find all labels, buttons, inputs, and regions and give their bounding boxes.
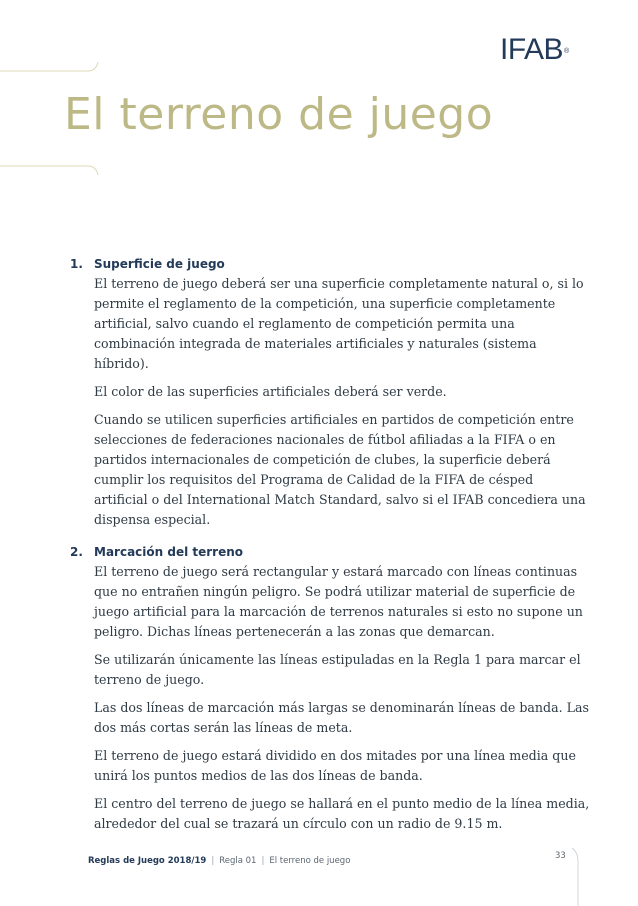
paragraph: El color de las superficies artificiales deberá ser verde.: [94, 384, 447, 399]
page-number: 33: [555, 851, 566, 861]
page-title: El terreno de juego: [64, 89, 494, 140]
paragraph: El terreno de juego será rectangular y estará marcado con líneas continuas que no entrañen ningún peligro. Se podrá utilizar material de superficie de juego artificial para la marcación de terrenos naturales si esto no supone un peligro. Dichas líneas pertenecerán a las zonas que demarcan.: [94, 564, 583, 639]
paragraph: El terreno de juego estará dividido en dos mitades por una línea media que unirá los puntos medios de las dos líneas de banda.: [94, 748, 576, 783]
section-superficie: [70, 254, 590, 530]
paragraph: El terreno de juego deberá ser una superficie completamente natural o, si lo permite el reglamento de la competición, una superficie completamente artificial, salvo cuando el reglamento de competición permita una combinación integrada de materiales artificiales y naturales (sistema híbrido).: [94, 276, 584, 371]
paragraph: El centro del terreno de juego se hallará en el punto medio de la línea media, alrededor del cual se trazará un círculo con un radio de 9.15 m.: [94, 796, 590, 831]
registered-mark: ®: [564, 48, 569, 55]
top-curve-line: [0, 62, 98, 71]
paragraph: Las dos líneas de marcación más largas se denominarán líneas de banda. Las dos más cortas serán las líneas de meta.: [94, 700, 589, 735]
section-heading: Marcación del terreno: [94, 545, 244, 559]
footer-law-title: El terreno de juego: [269, 856, 351, 866]
paragraph: Se utilizarán únicamente las líneas estipuladas en la Regla 1 para marcar el terreno de juego.: [94, 652, 581, 687]
paragraph: Cuando se utilicen superficies artificiales en partidos de competición entre selecciones de federaciones nacionales de fútbol afiliadas a la FIFA o en partidos internacionales de competición de clubes, la superficie deberá cumplir los requisitos del Programa de Calidad de la FIFA de césped artificial o del International Match Standard, salvo si el IFAB concediera una dispensa especial.: [94, 412, 586, 527]
content: [70, 254, 590, 842]
section-heading: Superficie de juego: [94, 257, 225, 271]
ifab-logo: [500, 34, 569, 66]
footer-separator: |: [211, 856, 215, 866]
footer-separator: |: [261, 856, 265, 866]
section-number: 1.: [70, 257, 83, 271]
footer: [88, 856, 350, 866]
footer-law: Regla 01: [219, 856, 257, 866]
footer-curve-line: [572, 848, 578, 906]
logo-text: IFAB: [500, 33, 564, 66]
section-marcacion: [70, 542, 590, 834]
footer-document-title: Reglas de Juego 2018/19: [88, 856, 207, 866]
section-number: 2.: [70, 545, 83, 559]
bottom-curve-line: [0, 166, 98, 175]
